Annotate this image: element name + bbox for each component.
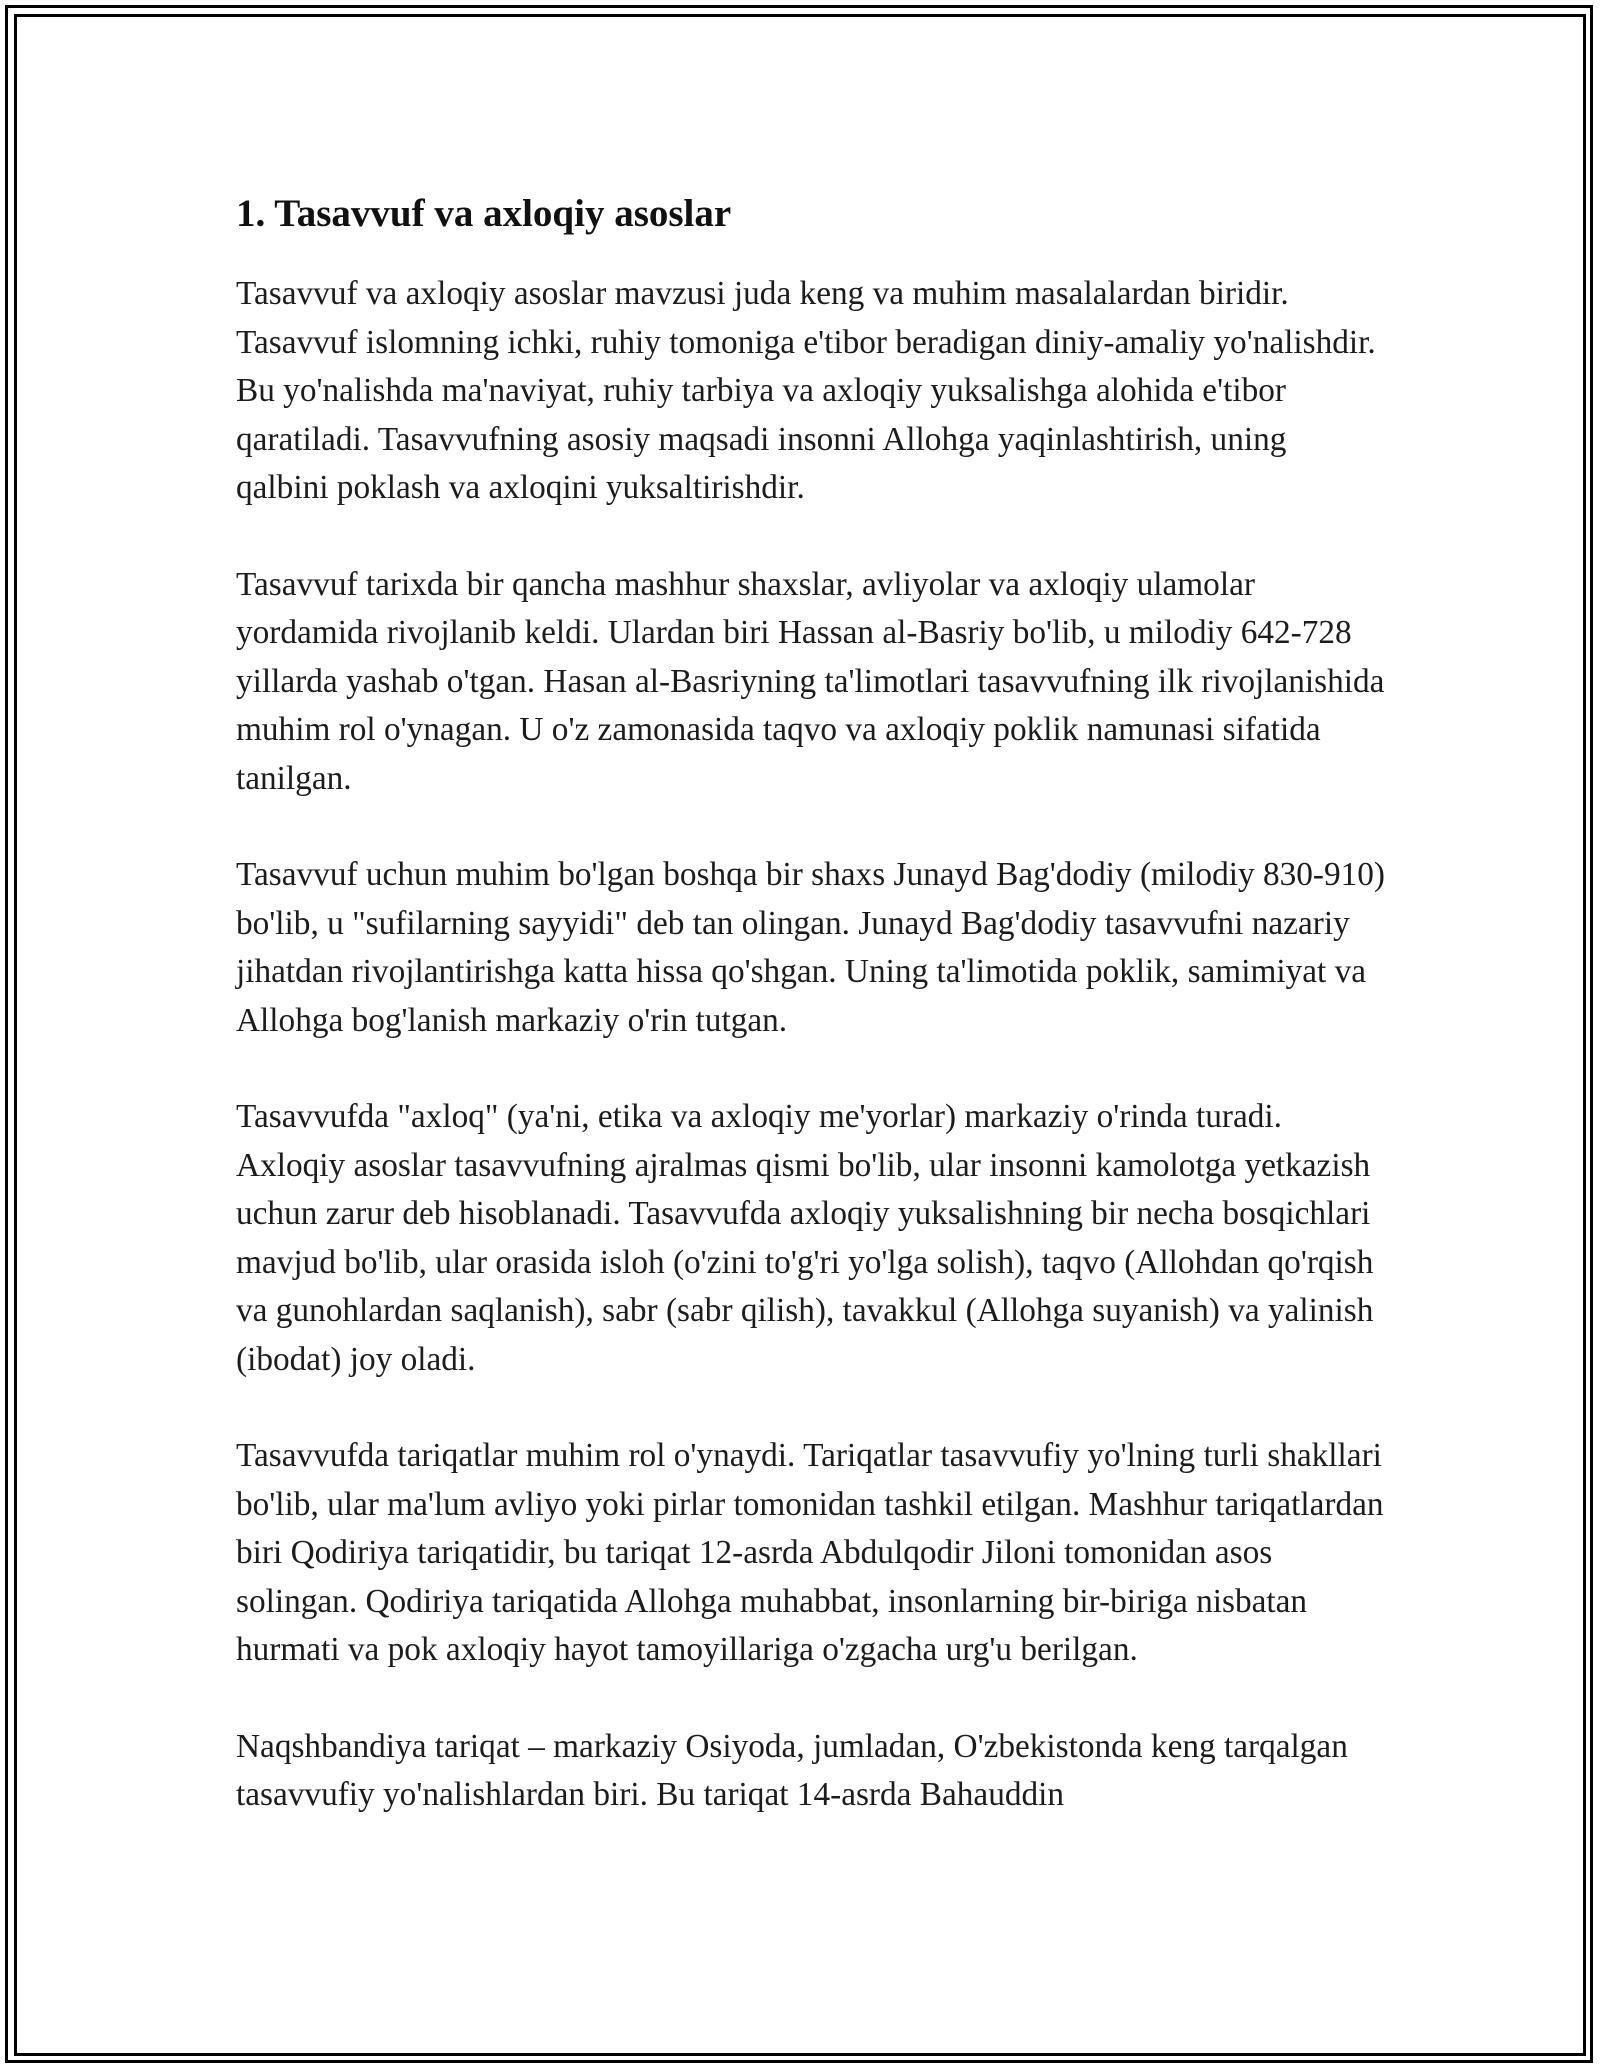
paragraph-tariqatlar: Tasavvufda tariqatlar muhim rol o'ynaydi. Tariqatlar tasavvufiy yo'lning turli shakllari bo'lib, ular ma'lum avliyo yoki pirlar tomonidan tashkil etilgan. Mashhur tariqatlardan biri Qodiriya tariqatidir, bu tariqat 12-asrda Abdulqodir Jiloni tomonidan asos solingan. Qodiriya tariqatida Allohga muhabbat, insonlarning bir-biriga nisbatan hurmati va pok axloqiy hayot tamoyillariga o'zgacha urg'u berilgan. [236, 1437, 1384, 1668]
document-body [236, 186, 1386, 1868]
paragraph-intro: Tasavvuf va axloqiy asoslar mavzusi juda keng va muhim masalalardan biridir. Tasavvuf islomning ichki, ruhiy tomoniga e'tibor beradigan diniy-amaliy yo'nalishdir. Bu yo'nalishda ma'naviyat, ruhiy tarbiya va axloqiy yuksalishga alohida e'tibor qaratiladi. Tasavvufning asosiy maqsadi insonni Allohga yaqinlashtirish, uning qalbini poklash va axloqini yuksaltirishdir. [236, 275, 1376, 506]
paragraph-axloq: Tasavvufda "axloq" (ya'ni, etika va axloqiy me'yorlar) markaziy o'rinda turadi. Axloqiy asoslar tasavvufning ajralmas qismi bo'lib, ular insonni kamolotga yetkazish uchun zarur deb hisoblanadi. Tasavvufda axloqiy yuksalishning bir necha bosqichlari mavjud bo'lib, ular orasida isloh (o'zini to'g'ri yo'lga solish), taqvo (Allohdan qo'rqish va gunohlardan saqlanish), sabr (sabr qilish), tavakkul (Allohga suyanish) va yalinish (ibodat) joy oladi. [236, 1098, 1374, 1378]
section-heading: 1. Tasavvuf va axloqiy asoslar [236, 192, 732, 235]
paragraph-naqshbandiya: Naqshbandiya tariqat – markaziy Osiyoda, jumladan, O'zbekistonda keng tarqalgan tasavvufiy yo'nalishlardan biri. Bu tariqat 14-asrda Bahauddin [236, 1727, 1348, 1813]
paragraph-junayd: Tasavvuf uchun muhim bo'lgan boshqa bir shaxs Junayd Bag'dodiy (milodiy 830-910) bo'lib, u "sufilarning sayyidi" deb tan olingan. Junayd Bag'dodiy tasavvufni nazariy jihatdan rivojlantirishga katta hissa qo'shgan. Uning ta'limotida poklik, samimiyat va Allohga bog'lanish markaziy o'rin tutgan. [236, 856, 1386, 1039]
paragraph-history: Tasavvuf tarixda bir qancha mashhur shaxslar, avliyolar va axloqiy ulamolar yordamida rivojlanib keldi. Ulardan biri Hassan al-Basriy bo'lib, u milodiy 642-728 yillarda yashab o'tgan. Hasan al-Basriyning ta'limotlari tasavvufning ilk rivojlanishida muhim rol o'ynagan. U o'z zamonasida taqvo va axloqiy poklik namunasi sifatida tanilgan. [236, 565, 1385, 797]
